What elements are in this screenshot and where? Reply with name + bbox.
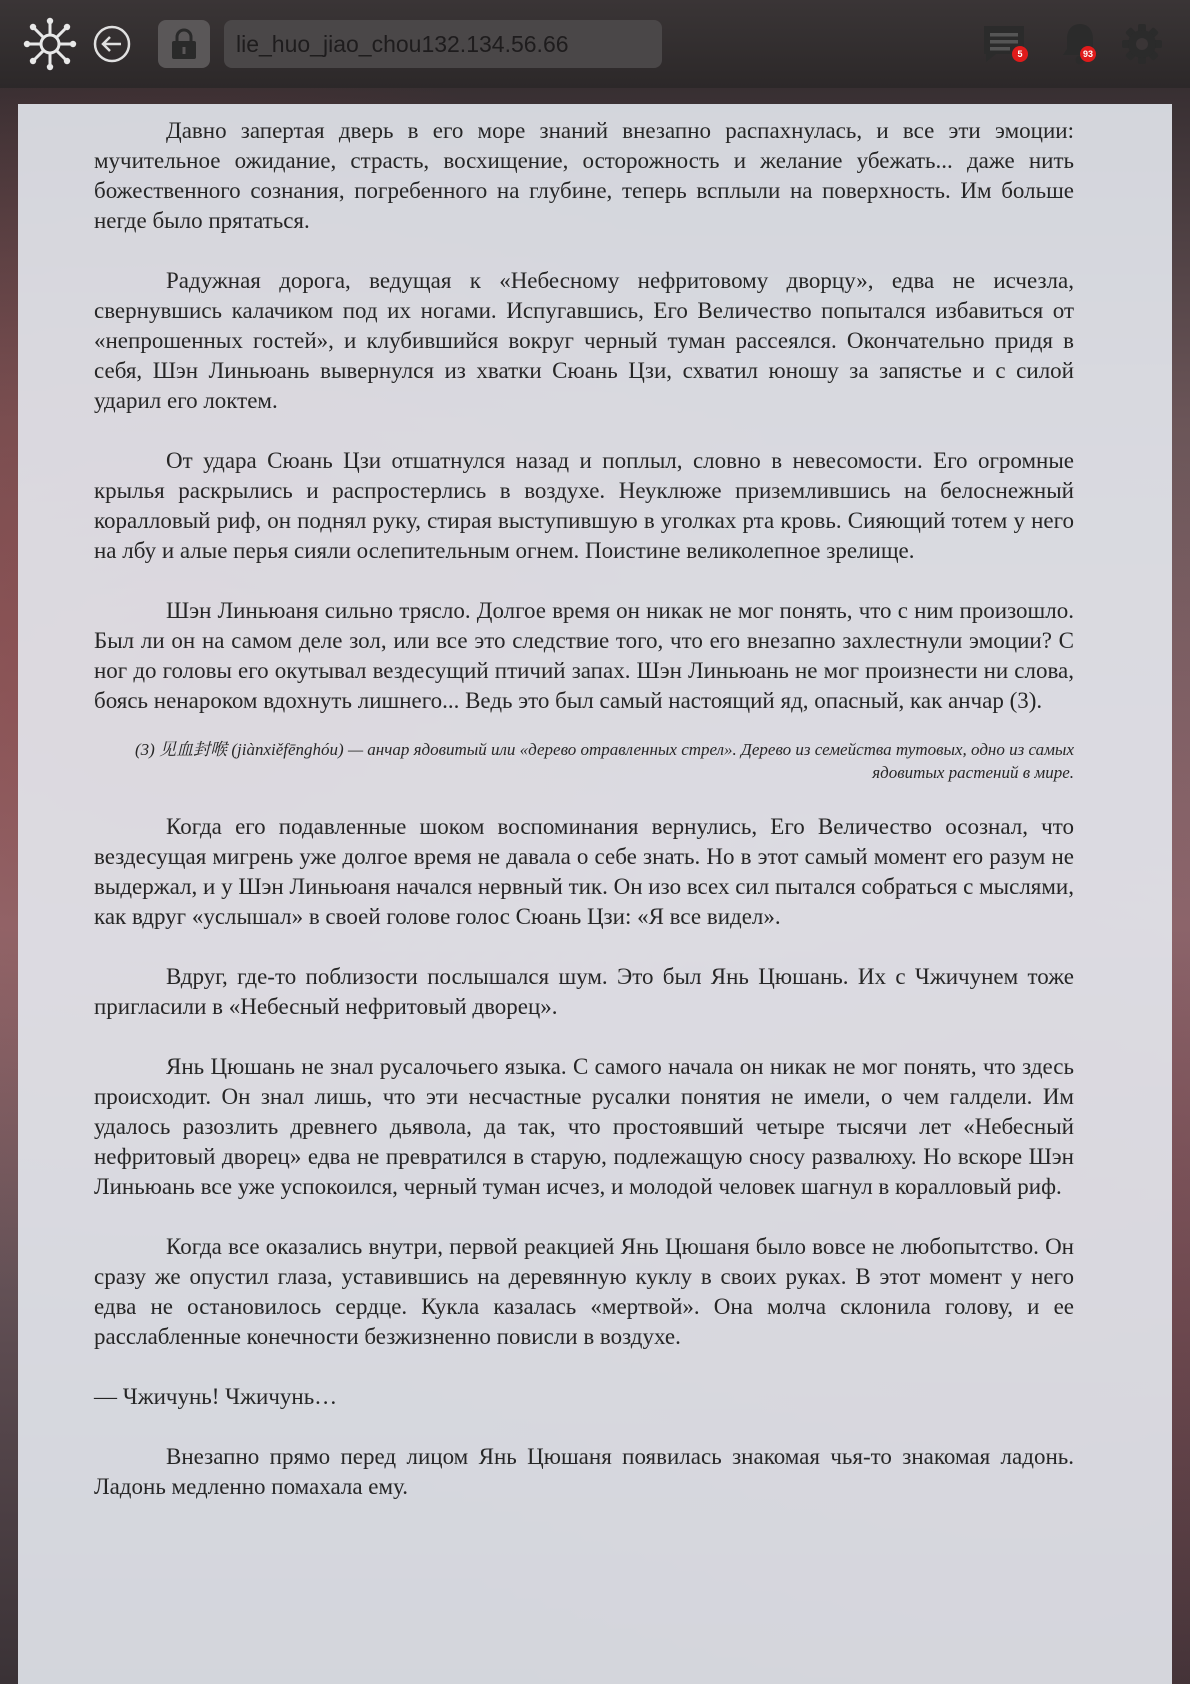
- notifications-button[interactable]: [1056, 18, 1104, 68]
- notification-count-badge: 93: [1080, 46, 1096, 62]
- footnote: (3) 见血封喉 (jiànxiěfēnghóu) — анчар ядовитый или «дерево отравленных стрел». Дерево из семейства тутовых, одно из самых ядовитых растений в мире.: [135, 740, 1074, 782]
- address-bar[interactable]: [224, 20, 662, 68]
- paragraph: Когда все оказались внутри, первой реакцией Янь Цюшаня было вовсе не любопытство. Он сразу же опустил глаза, уставившись на деревянную куклу в своих руках. В этот момент у него едва не остановилось сердце. Кукла казалась «мертвой». Она молча склонила голову, и ее расслабленные конечности безжизненно повисли в воздухе.: [94, 1234, 1074, 1349]
- dialogue-line: — Чжичунь! Чжичунь…: [94, 1384, 338, 1409]
- paragraph: От удара Сюань Цзи отшатнулся назад и поплыл, словно в невесомости. Его огромные крылья раскрылись и распростерлись в воздухе. Неуклюже приземлившись на белоснежный коралловый риф, он поднял руку, стирая выступившую в уголках рта кровь. Сияющий тотем у него на лбу и алые перья сияли ослепительным огнем. Поистине великолепное зрелище.: [94, 448, 1074, 563]
- lock-button[interactable]: [158, 20, 210, 68]
- chat-count-badge: 5: [1012, 46, 1028, 62]
- lock-icon: [169, 27, 199, 61]
- paragraph: Радужная дорога, ведущая к «Небесному нефритовому дворцу», едва не исчезла, свернувшись калачиком под их ногами. Испугавшись, Его Величество попытался избавиться от «непрошенных гостей», и клубившийся вокруг черный туман рассеялся. Окончательно придя в себя, Шэн Линьюань вывернулся из хватки Сюань Цзи, схватил юношу за запястье и с силой ударил его локтем.: [94, 268, 1074, 413]
- top-toolbar: [0, 0, 1190, 88]
- address-text: lie_huo_jiao_chou132.134.56.66: [236, 30, 569, 57]
- back-arrow-icon[interactable]: [92, 24, 132, 64]
- paragraph: Шэн Линьюаня сильно трясло. Долгое время он никак не мог понять, что с ним произошло. Был ли он на самом деле зол, или все это следствие того, что его внезапно захлестнули эмоции? С ног до головы его окутывал вездесущий птичий запах. Шэн Линьюань не мог произнести ни слова, боясь ненароком вдохнуть лишнего... Ведь это был самый настоящий яд, опасный, как анчар (3).: [94, 598, 1074, 713]
- paragraph: Янь Цюшань не знал русалочьего языка. С самого начала он никак не мог понять, что здесь происходит. Он знал лишь, что эти несчастные русалки понятия не имели, о чем галдели. Им удалось разозлить древнего дьявола, да так, что простоявший четыре тысячи лет «Небесный нефритовый дворец» едва не превратился в старую, подлежащую сносу развалюху. Но вскоре Шэн Линьюань все уже успокоился, черный туман исчез, и молодой человек шагнул в коралловый риф.: [94, 1054, 1074, 1199]
- paragraph: Давно запертая дверь в его море знаний внезапно распахнулась, и все эти эмоции: мучительное ожидание, страсть, восхищение, осторожность и желание убежать... даже нить божественного сознания, погребенного на глубине, теперь всплыли на поверхность. Им больше негде было прятаться.: [94, 118, 1074, 233]
- settings-button[interactable]: [1118, 20, 1166, 68]
- paragraph: Вдруг, где-то поблизости послышался шум. Это был Янь Цюшань. Их с Чжичунем тоже пригласили в «Небесный нефритовый дворец».: [94, 964, 1074, 1019]
- paragraph: Внезапно прямо перед лицом Янь Цюшаня появилась знакомая чья-то знакомая ладонь. Ладонь медленно помахала ему.: [94, 1444, 1074, 1499]
- reader-content: [18, 104, 1172, 1684]
- app-logo-icon[interactable]: [22, 16, 78, 72]
- gear-icon: [1120, 22, 1164, 66]
- paragraph: Когда его подавленные шоком воспоминания вернулись, Его Величество осознал, что вездесущая мигрень уже долгое время не давала о себе знать. Но в этот самый момент его разум не выдержал, и у Шэн Линьюаня начался нервный тик. Он изо всех сил пытался собраться с мыслями, как вдруг «услышал» в своей голове голос Сюань Цзи: «Я все видел».: [94, 814, 1074, 929]
